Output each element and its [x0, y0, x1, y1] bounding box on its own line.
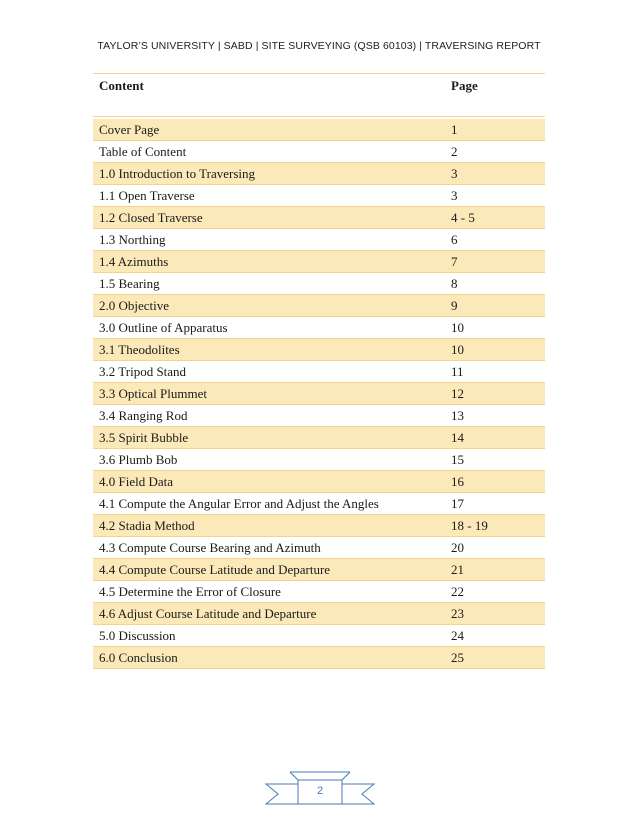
- toc-entry-page: 3: [451, 187, 458, 203]
- toc-row: [93, 625, 545, 647]
- toc-row: [93, 383, 545, 405]
- toc-entry-title: 3.1 Theodolites: [99, 341, 180, 357]
- toc-entry-page: 16: [451, 473, 464, 489]
- toc-row: [93, 163, 545, 185]
- toc-entry-page: 4 - 5: [451, 209, 475, 225]
- toc-row: [93, 339, 545, 361]
- toc-row: [93, 185, 545, 207]
- toc-row: [93, 317, 545, 339]
- toc-entry-title: 4.1 Compute the Angular Error and Adjust the Angles: [99, 495, 379, 511]
- toc-row: [93, 449, 545, 471]
- toc-entry-title: 3.0 Outline of Apparatus: [99, 319, 228, 335]
- toc-entry-page: 11: [451, 363, 464, 379]
- toc-row: [93, 207, 545, 229]
- toc-header-content: Content: [99, 78, 144, 93]
- toc-entry-page: 9: [451, 297, 458, 313]
- toc-entry-title: 2.0 Objective: [99, 297, 170, 313]
- toc-row: [93, 493, 545, 515]
- toc-row: [93, 295, 545, 317]
- toc-entry-title: 1.1 Open Traverse: [99, 187, 195, 203]
- toc-entry-page: 22: [451, 583, 464, 599]
- toc-entry-page: 23: [451, 605, 464, 621]
- toc-entry-page: 20: [451, 539, 464, 555]
- running-header: TAYLOR’S UNIVERSITY | SABD | SITE SURVEYING (QSB 60103) | TRAVERSING REPORT: [97, 40, 541, 52]
- toc-entry-title: Table of Content: [99, 143, 187, 159]
- toc-entry-title: 1.3 Northing: [99, 231, 166, 247]
- toc-entry-title: 3.6 Plumb Bob: [99, 451, 178, 467]
- toc-entry-title: 1.5 Bearing: [99, 275, 160, 291]
- toc-row: [93, 603, 545, 625]
- toc-entry-page: 10: [451, 319, 464, 335]
- toc-row: [93, 471, 545, 493]
- toc-entry-title: 1.4 Azimuths: [99, 253, 169, 269]
- toc-entry-page: 18 - 19: [451, 517, 488, 533]
- toc-entry-title: 6.0 Conclusion: [99, 649, 178, 665]
- table-of-contents: [93, 73, 545, 669]
- toc-entry-page: 13: [451, 407, 464, 423]
- toc-entry-page: 15: [451, 451, 464, 467]
- toc-rows: [93, 119, 545, 669]
- toc-entry-title: 4.0 Field Data: [99, 473, 174, 489]
- toc-entry-title: 4.5 Determine the Error of Closure: [99, 583, 281, 599]
- toc-entry-page: 17: [451, 495, 464, 511]
- toc-header-page: Page: [451, 78, 478, 93]
- toc-entry-page: 25: [451, 649, 464, 665]
- toc-entry-page: 14: [451, 429, 464, 445]
- toc-entry-title: 5.0 Discussion: [99, 627, 176, 643]
- toc-entry-title: 4.3 Compute Course Bearing and Azimuth: [99, 539, 321, 555]
- toc-header-row: [93, 74, 545, 117]
- toc-row: [93, 559, 545, 581]
- toc-row: [93, 251, 545, 273]
- toc-row: [93, 229, 545, 251]
- toc-row: [93, 119, 545, 141]
- toc-entry-title: 3.5 Spirit Bubble: [99, 429, 189, 445]
- toc-entry-page: 6: [451, 231, 458, 247]
- toc-row: [93, 141, 545, 163]
- toc-entry-title: 3.4 Ranging Rod: [99, 407, 188, 423]
- toc-entry-title: Cover Page: [99, 121, 160, 137]
- toc-row: [93, 537, 545, 559]
- toc-row: [93, 405, 545, 427]
- toc-row: [93, 361, 545, 383]
- toc-row: [93, 273, 545, 295]
- toc-entry-page: 21: [451, 561, 464, 577]
- toc-entry-page: 7: [451, 253, 458, 269]
- toc-entry-page: 3: [451, 165, 458, 181]
- toc-entry-title: 4.2 Stadia Method: [99, 517, 195, 533]
- toc-entry-title: 1.2 Closed Traverse: [99, 209, 203, 225]
- toc-entry-title: 3.2 Tripod Stand: [99, 363, 187, 379]
- toc-entry-page: 10: [451, 341, 464, 357]
- toc-entry-page: 8: [451, 275, 458, 291]
- toc-entry-page: 1: [451, 121, 458, 137]
- toc-row: [93, 515, 545, 537]
- toc-row: [93, 581, 545, 603]
- toc-entry-title: 3.3 Optical Plummet: [99, 385, 207, 401]
- toc-entry-title: 4.6 Adjust Course Latitude and Departure: [99, 605, 317, 621]
- toc-entry-page: 2: [451, 143, 458, 159]
- toc-entry-title: 1.0 Introduction to Traversing: [99, 165, 255, 181]
- toc-entry-title: 4.4 Compute Course Latitude and Departure: [99, 561, 331, 577]
- toc-entry-page: 12: [451, 385, 464, 401]
- toc-row: [93, 427, 545, 449]
- toc-entry-page: 24: [451, 627, 464, 643]
- toc-row: [93, 647, 545, 669]
- page-number: 2: [316, 785, 324, 797]
